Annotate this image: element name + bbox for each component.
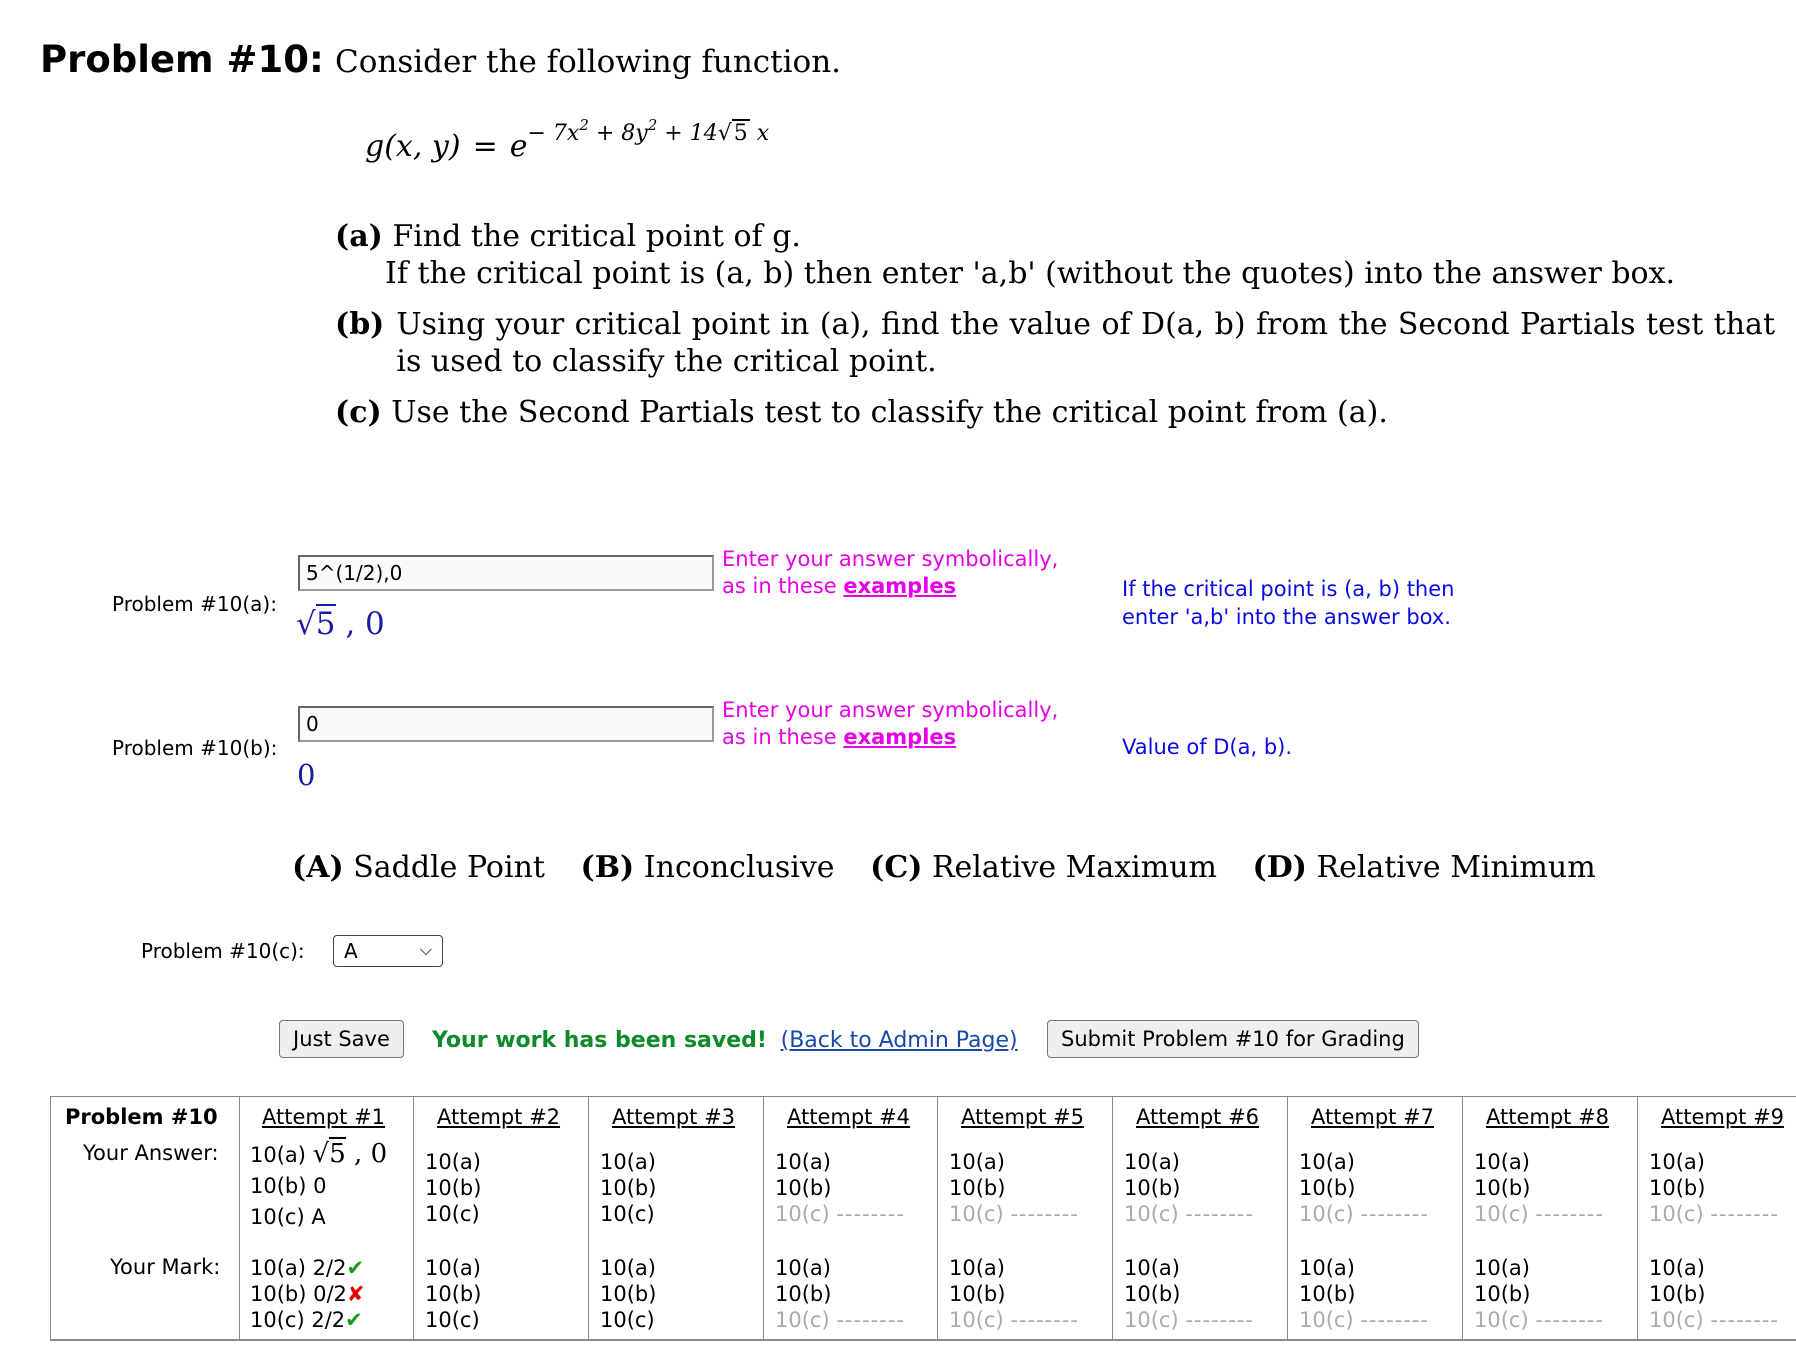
answer-b-preview: 0 <box>297 758 316 792</box>
answer-a-info: If the critical point is (a, b) then enter 'a,b' into the answer box. <box>1122 577 1455 629</box>
problem-title: Problem #10: <box>40 38 324 81</box>
attempt-1-answers: 10(a) √5 , 0 10(b) 0 10(c) A <box>250 1139 388 1229</box>
row-label-mark: Your Mark: <box>110 1255 221 1279</box>
check-icon: ✔ <box>345 1308 363 1332</box>
row-label-answer: Your Answer: <box>83 1141 219 1165</box>
attempt-6-answers: 10(a) 10(b) 10(c) -------- <box>1124 1150 1254 1226</box>
attempt-5-header[interactable]: Attempt #5 <box>961 1105 1085 1129</box>
saved-message: Your work has been saved! (Back to Admin Page) <box>432 1028 1018 1053</box>
answer-c-select[interactable] <box>333 935 443 967</box>
attempt-9-header[interactable]: Attempt #9 <box>1661 1105 1785 1129</box>
attempt-6-header[interactable]: Attempt #6 <box>1136 1105 1260 1129</box>
part-c-question: (c) Use the Second Partials test to classify the critical point from (a). <box>335 395 1388 430</box>
attempt-7-answers: 10(a) 10(b) 10(c) -------- <box>1299 1150 1429 1226</box>
answer-c-label: Problem #10(c): <box>141 939 305 963</box>
attempt-3-header[interactable]: Attempt #3 <box>612 1105 736 1129</box>
problem-intro: Consider the following function. <box>335 44 842 80</box>
choice-c: (C) Relative Maximum <box>870 850 1217 885</box>
cross-icon: ✘ <box>346 1282 365 1306</box>
answer-a-preview: √5 , 0 <box>296 606 385 642</box>
attempt-9-answers: 10(a) 10(b) 10(c) -------- <box>1649 1150 1779 1226</box>
part-b-question: (b) Using your critical point in (a), find the value of D(a, b) from the Second Partials test that is used to classify the critical point. <box>335 307 1775 379</box>
just-save-button[interactable]: Just Save <box>279 1020 404 1058</box>
check-icon: ✔ <box>346 1256 365 1280</box>
answer-a-examples-link[interactable]: examples <box>843 574 957 598</box>
function-formula <box>365 116 769 164</box>
table-header: Problem #10 <box>65 1105 218 1129</box>
answer-b-label: Problem #10(b): <box>112 736 278 760</box>
attempt-5-answers: 10(a) 10(b) 10(c) -------- <box>949 1150 1079 1226</box>
answer-a-label: Problem #10(a): <box>112 592 277 616</box>
chevron-down-icon: ⌵ <box>419 940 432 959</box>
answer-b-input[interactable] <box>298 706 714 742</box>
answer-b-hint: Enter your answer symbolically, as in these examples <box>722 698 1059 749</box>
attempt-5-marks: 10(a) 10(b) 10(c) -------- <box>949 1256 1079 1332</box>
attempt-1-marks: 10(a) 2/2✔ 10(b) 0/2✘ 10(c) 2/2✔ <box>250 1256 365 1332</box>
attempt-7-marks: 10(a) 10(b) 10(c) -------- <box>1299 1256 1429 1332</box>
attempt-6-marks: 10(a) 10(b) 10(c) -------- <box>1124 1256 1254 1332</box>
formula-equals: = <box>472 129 498 164</box>
attempt-4-marks: 10(a) 10(b) 10(c) -------- <box>775 1256 905 1332</box>
attempt-4-answers: 10(a) 10(b) 10(c) -------- <box>775 1150 905 1226</box>
attempt-1-header[interactable]: Attempt #1 <box>262 1105 386 1129</box>
attempts-table <box>50 1096 1796 1341</box>
answer-c-selected: A <box>344 939 358 963</box>
attempt-2-marks: 10(a) 10(b) 10(c) <box>425 1256 482 1332</box>
attempt-4-header[interactable]: Attempt #4 <box>787 1105 911 1129</box>
submit-button[interactable]: Submit Problem #10 for Grading <box>1047 1020 1419 1058</box>
back-to-admin-link[interactable]: (Back to Admin Page) <box>780 1028 1018 1053</box>
answer-b-info: Value of D(a, b). <box>1122 735 1293 759</box>
choice-a: (A) Saddle Point <box>292 850 545 885</box>
attempt-2-answers: 10(a) 10(b) 10(c) <box>425 1150 482 1226</box>
choice-b: (B) Inconclusive <box>580 850 835 885</box>
part-a-question: (a) Find the critical point of g. If the critical point is (a, b) then enter 'a,b' (without the quotes) into the answer box. <box>335 219 1676 291</box>
formula-base: e <box>509 129 528 164</box>
attempt-3-marks: 10(a) 10(b) 10(c) <box>600 1256 657 1332</box>
formula-lhs: g(x, y) <box>365 129 461 164</box>
attempt-7-header[interactable]: Attempt #7 <box>1311 1105 1435 1129</box>
attempt-8-answers: 10(a) 10(b) 10(c) -------- <box>1474 1150 1604 1226</box>
attempt-2-header[interactable]: Attempt #2 <box>437 1105 561 1129</box>
attempt-9-marks: 10(a) 10(b) 10(c) -------- <box>1649 1256 1779 1332</box>
attempt-3-answers: 10(a) 10(b) 10(c) <box>600 1150 657 1226</box>
classification-choices <box>292 850 1622 885</box>
answer-a-input[interactable] <box>298 555 714 591</box>
answer-b-examples-link[interactable]: examples <box>843 725 957 749</box>
formula-exponent: − 7x2 + 8y2 + 14√5 x <box>527 116 770 146</box>
attempt-8-header[interactable]: Attempt #8 <box>1486 1105 1610 1129</box>
choice-d: (D) Relative Minimum <box>1252 850 1596 885</box>
answer-a-hint: Enter your answer symbolically, as in these examples <box>722 547 1059 598</box>
attempt-8-marks: 10(a) 10(b) 10(c) -------- <box>1474 1256 1604 1332</box>
